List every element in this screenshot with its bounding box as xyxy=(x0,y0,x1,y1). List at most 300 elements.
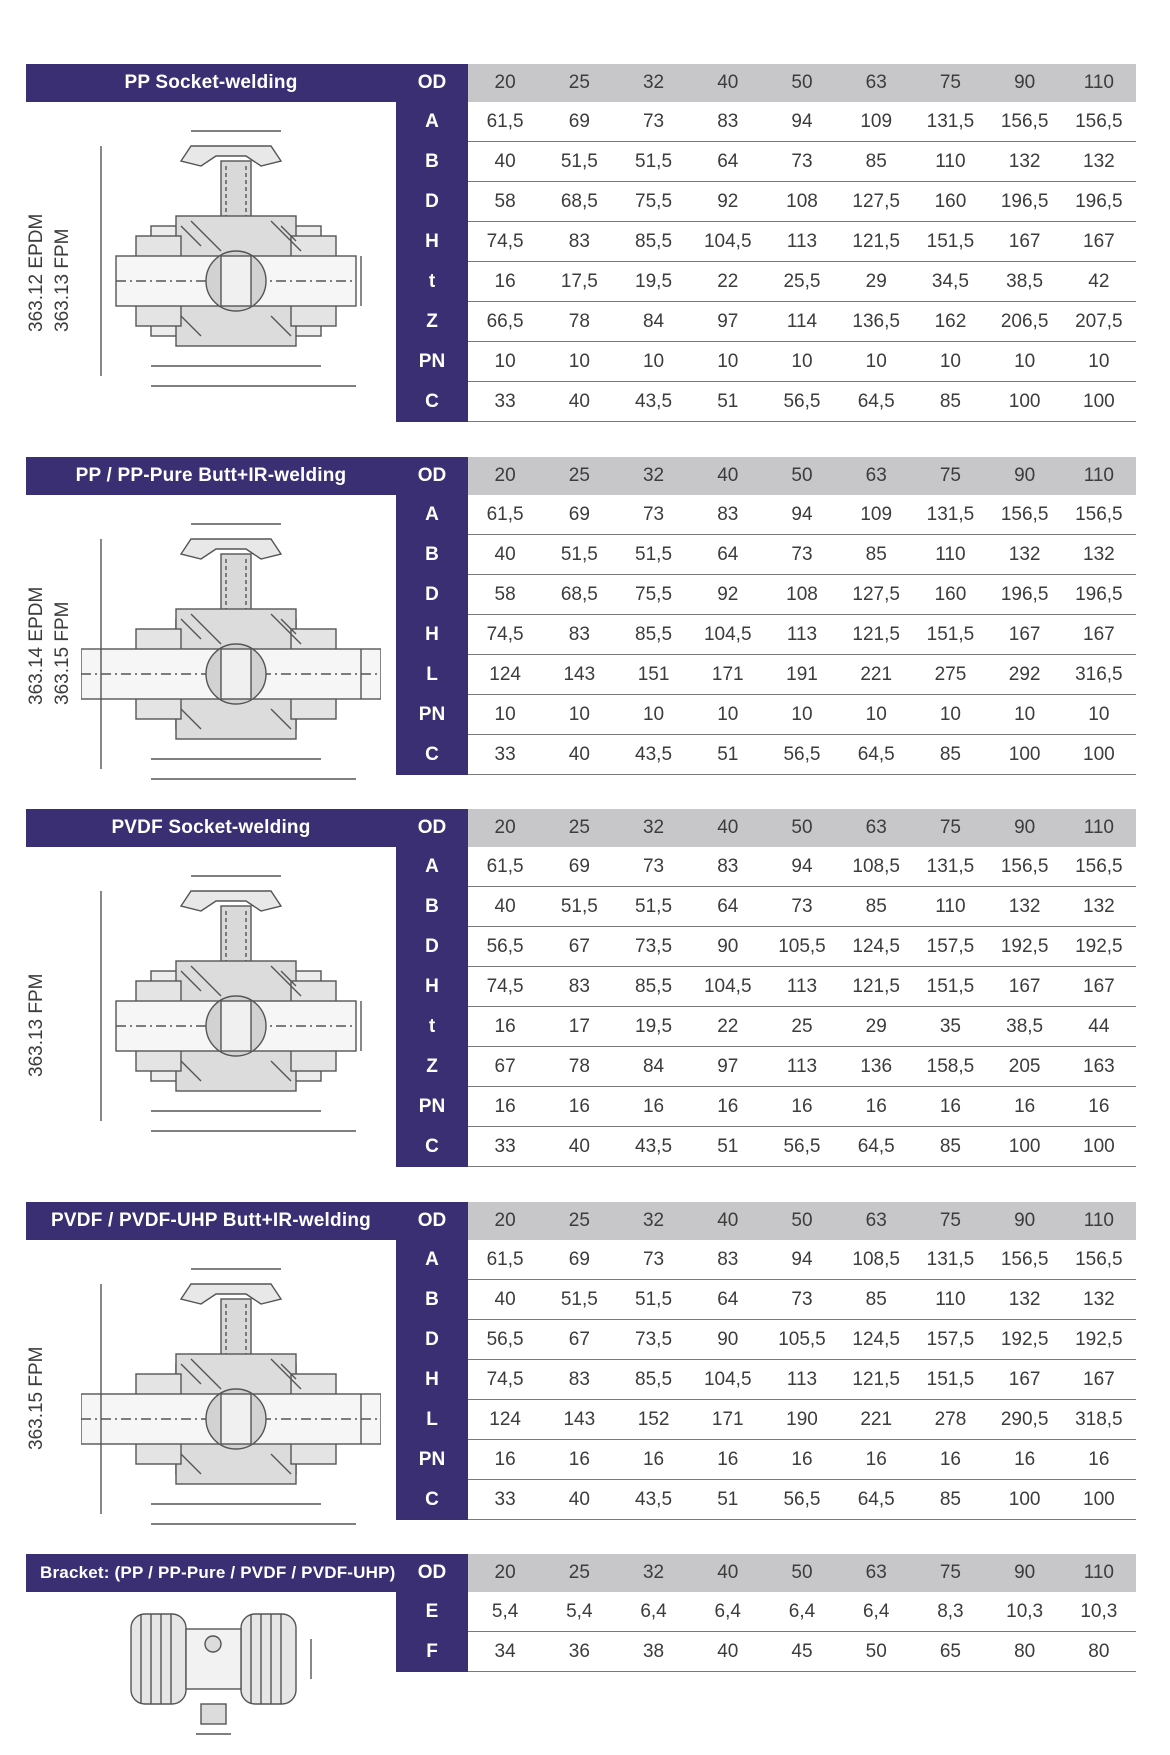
table-cell: 34 xyxy=(494,1640,516,1662)
table-cell: 151,5 xyxy=(926,623,975,645)
table-cell: 34,5 xyxy=(931,270,969,292)
section-title: Bracket: (PP / PP-Pure / PVDF / PVDF-UHP) xyxy=(26,1554,396,1592)
bracket-drawing-icon xyxy=(111,1594,331,1749)
table-cell: 25,5 xyxy=(783,270,821,292)
table-cell: 85 xyxy=(865,1288,887,1310)
table-cell: 167 xyxy=(1008,975,1041,997)
table-cell: 275 xyxy=(934,663,967,685)
table-row xyxy=(468,1440,1136,1480)
table-cell: 85 xyxy=(939,1135,961,1157)
table-cell: 51,5 xyxy=(560,895,598,917)
table-cell: 56,5 xyxy=(783,743,821,765)
table-cell: 22 xyxy=(717,270,739,292)
table-cell: 67 xyxy=(568,1328,590,1350)
od-header-row xyxy=(468,1202,1136,1240)
od-column-header: 63 xyxy=(865,465,887,486)
spec-section xyxy=(26,1202,1136,1520)
od-column-header: 110 xyxy=(1083,1210,1114,1231)
table-row xyxy=(468,1240,1136,1280)
table-cell: 136,5 xyxy=(852,310,900,332)
table-cell: 51,5 xyxy=(635,543,673,565)
od-column-header: 40 xyxy=(717,1562,739,1583)
table-cell: 85 xyxy=(939,743,961,765)
table-cell: 132 xyxy=(1083,543,1115,565)
table-cell: 19,5 xyxy=(635,1015,673,1037)
table-cell: 110 xyxy=(935,150,966,172)
table-cell: 105,5 xyxy=(778,935,826,957)
od-column-header: 50 xyxy=(791,72,813,93)
table-row xyxy=(468,735,1136,775)
row-label: C xyxy=(425,744,439,765)
table-cell: 22 xyxy=(717,1015,739,1037)
table-cell: 191 xyxy=(786,663,818,685)
table-cell: 73 xyxy=(642,110,665,132)
table-cell: 136 xyxy=(860,1055,893,1077)
table-cell: 69 xyxy=(568,855,590,877)
od-column-header: 90 xyxy=(1014,1210,1036,1231)
table-cell: 94 xyxy=(791,1248,813,1270)
table-cell: 92 xyxy=(717,583,739,605)
table-cell: 192,5 xyxy=(1075,935,1123,957)
table-cell: 100 xyxy=(1083,1135,1115,1157)
row-label-column xyxy=(396,102,468,422)
table-cell: 124 xyxy=(489,1408,521,1430)
od-column-header: 20 xyxy=(494,817,516,838)
row-label: C xyxy=(425,1489,439,1510)
od-column-header: 25 xyxy=(568,465,590,486)
table-cell: 68,5 xyxy=(560,190,598,212)
table-cell: 85 xyxy=(939,1488,961,1510)
row-label: H xyxy=(425,1369,439,1390)
od-column-header: 63 xyxy=(865,72,887,93)
table-cell: 10 xyxy=(939,350,961,372)
table-cell: 131,5 xyxy=(926,855,975,877)
table-cell: 10 xyxy=(568,350,590,372)
table-row xyxy=(468,1320,1136,1360)
row-label: H xyxy=(425,976,439,997)
row-label: PN xyxy=(418,1096,446,1117)
row-label-column xyxy=(396,495,468,775)
table-cell: 10,3 xyxy=(1080,1600,1118,1622)
table-cell: 17 xyxy=(568,1015,590,1037)
table-cell: 132 xyxy=(1008,895,1041,917)
row-label: L xyxy=(426,664,438,685)
row-label: H xyxy=(425,624,439,645)
spec-section xyxy=(26,457,1136,775)
table-row xyxy=(468,655,1136,695)
table-row xyxy=(468,102,1136,142)
table-cell: 156,5 xyxy=(1075,503,1123,525)
table-cell: 64,5 xyxy=(857,1488,895,1510)
table-row xyxy=(468,1480,1136,1520)
valve-socket-drawing-icon xyxy=(81,106,381,411)
table-row xyxy=(468,1007,1136,1047)
od-column-header: 32 xyxy=(642,72,665,93)
table-cell: 83 xyxy=(717,110,739,132)
table-cell: 40 xyxy=(568,390,590,412)
table-cell: 113 xyxy=(786,623,818,645)
table-cell: 152 xyxy=(637,1408,670,1430)
table-cell: 10 xyxy=(494,350,516,372)
table-cell: 160 xyxy=(934,583,967,605)
table-cell: 40 xyxy=(494,150,516,172)
table-cell: 66,5 xyxy=(486,310,524,332)
table-cell: 33 xyxy=(494,743,516,765)
table-cell: 16 xyxy=(717,1448,739,1470)
table-cell: 110 xyxy=(935,543,966,565)
row-label: B xyxy=(425,896,439,917)
table-cell: 10 xyxy=(1014,703,1036,725)
table-row xyxy=(468,1047,1136,1087)
table-cell: 83 xyxy=(568,975,590,997)
table-cell: 158,5 xyxy=(926,1055,975,1077)
table-cell: 64,5 xyxy=(857,390,895,412)
table-cell: 156,5 xyxy=(1075,1248,1123,1270)
table-cell: 132 xyxy=(1083,150,1115,172)
od-header-row xyxy=(468,457,1136,495)
table-cell: 205 xyxy=(1008,1055,1041,1077)
table-cell: 51,5 xyxy=(560,543,598,565)
table-cell: 38 xyxy=(642,1640,665,1662)
table-cell: 100 xyxy=(1083,390,1115,412)
od-column-header: 20 xyxy=(494,1562,516,1583)
od-column-header: 40 xyxy=(717,1210,739,1231)
row-label: B xyxy=(425,544,439,565)
table-cell: 108 xyxy=(786,583,818,605)
table-cell: 278 xyxy=(934,1408,967,1430)
table-cell: 58 xyxy=(494,583,516,605)
table-cell: 56,5 xyxy=(783,390,821,412)
section-title: PVDF Socket-welding xyxy=(26,809,396,847)
od-column-header: 40 xyxy=(717,817,739,838)
od-column-header: 63 xyxy=(865,1210,887,1231)
spec-section xyxy=(26,1554,1136,1672)
table-cell: 221 xyxy=(860,1408,893,1430)
table-cell: 80 xyxy=(1088,1640,1110,1662)
table-cell: 131,5 xyxy=(926,1248,975,1270)
row-label: A xyxy=(425,504,439,525)
table-cell: 100 xyxy=(1008,390,1041,412)
table-cell: 51 xyxy=(717,743,739,765)
table-cell: 10 xyxy=(1088,350,1110,372)
table-cell: 83 xyxy=(568,230,590,252)
table-cell: 69 xyxy=(568,1248,590,1270)
table-cell: 65 xyxy=(939,1640,961,1662)
od-column-header: 90 xyxy=(1014,72,1036,93)
valve-pvdf-butt-drawing-icon xyxy=(81,1244,381,1549)
table-cell: 290,5 xyxy=(1000,1408,1049,1430)
row-label: L xyxy=(426,1409,438,1430)
od-label: OD xyxy=(396,1202,468,1240)
valve-butt-drawing-icon xyxy=(81,499,381,804)
table-cell: 162 xyxy=(934,310,967,332)
table-cell: 33 xyxy=(494,1135,516,1157)
table-cell: 196,5 xyxy=(1000,190,1049,212)
table-cell: 16 xyxy=(494,1095,516,1117)
table-cell: 97 xyxy=(717,1055,739,1077)
table-cell: 10 xyxy=(1088,703,1110,725)
table-cell: 84 xyxy=(642,310,665,332)
table-cell: 94 xyxy=(791,110,813,132)
table-cell: 127,5 xyxy=(852,190,900,212)
table-cell: 190 xyxy=(786,1408,818,1430)
od-column-header: 25 xyxy=(568,817,590,838)
table-cell: 196,5 xyxy=(1000,583,1049,605)
table-row xyxy=(468,222,1136,262)
od-column-header: 40 xyxy=(717,465,739,486)
table-row xyxy=(468,695,1136,735)
table-cell: 16 xyxy=(865,1448,887,1470)
table-row xyxy=(468,262,1136,302)
table-cell: 40 xyxy=(568,1135,590,1157)
table-cell: 110 xyxy=(935,895,966,917)
table-cell: 108,5 xyxy=(852,1248,900,1270)
table-cell: 61,5 xyxy=(486,110,524,132)
table-cell: 192,5 xyxy=(1000,935,1049,957)
table-cell: 10,3 xyxy=(1006,1600,1044,1622)
table-row xyxy=(468,495,1136,535)
table-row xyxy=(468,1127,1136,1167)
od-header-row xyxy=(468,809,1136,847)
table-cell: 16 xyxy=(568,1095,590,1117)
table-cell: 85,5 xyxy=(635,975,673,997)
table-cell: 10 xyxy=(791,350,813,372)
table-cell: 73,5 xyxy=(635,935,673,957)
od-column-header: 90 xyxy=(1014,465,1036,486)
table-cell: 167 xyxy=(1008,230,1041,252)
table-cell: 100 xyxy=(1083,1488,1115,1510)
table-cell: 83 xyxy=(568,1368,590,1390)
table-cell: 64,5 xyxy=(857,1135,895,1157)
table-cell: 40 xyxy=(568,743,590,765)
table-cell: 292 xyxy=(1008,663,1041,685)
table-cell: 40 xyxy=(494,543,516,565)
table-cell: 85,5 xyxy=(635,230,673,252)
table-cell: 108,5 xyxy=(852,855,900,877)
table-cell: 156,5 xyxy=(1075,110,1123,132)
product-code: 363.12 EPDM xyxy=(26,213,47,332)
table-cell: 45 xyxy=(791,1640,813,1662)
od-column-header: 90 xyxy=(1014,817,1036,838)
row-label-column xyxy=(396,1592,468,1672)
table-row xyxy=(468,1280,1136,1320)
table-cell: 192,5 xyxy=(1075,1328,1123,1350)
row-label: Z xyxy=(426,1056,438,1077)
table-cell: 124,5 xyxy=(852,935,900,957)
table-cell: 73 xyxy=(791,895,813,917)
table-cell: 64,5 xyxy=(857,743,895,765)
table-cell: 156,5 xyxy=(1000,1248,1049,1270)
table-cell: 151,5 xyxy=(926,975,975,997)
table-cell: 83 xyxy=(717,855,739,877)
table-cell: 44 xyxy=(1088,1015,1110,1037)
table-cell: 167 xyxy=(1083,230,1115,252)
table-cell: 16 xyxy=(1014,1448,1036,1470)
table-cell: 113 xyxy=(786,1055,818,1077)
table-cell: 108 xyxy=(786,190,818,212)
table-cell: 10 xyxy=(642,350,665,372)
table-cell: 114 xyxy=(786,310,818,332)
od-column-header: 50 xyxy=(791,817,813,838)
table-cell: 151,5 xyxy=(926,1368,975,1390)
table-cell: 10 xyxy=(642,703,665,725)
od-column-header: 20 xyxy=(494,72,516,93)
valve-pvdf-socket-drawing-icon xyxy=(81,851,381,1156)
row-label: PN xyxy=(418,351,446,372)
spec-section xyxy=(26,64,1136,422)
table-cell: 84 xyxy=(642,1055,665,1077)
table-cell: 40 xyxy=(568,1488,590,1510)
table-cell: 64 xyxy=(717,895,739,917)
table-row xyxy=(468,535,1136,575)
od-column-header: 75 xyxy=(939,1210,961,1231)
row-label: A xyxy=(425,1249,439,1270)
table-cell: 73 xyxy=(791,1288,813,1310)
table-cell: 85 xyxy=(865,543,887,565)
table-cell: 19,5 xyxy=(635,270,673,292)
table-cell: 10 xyxy=(717,350,739,372)
table-cell: 56,5 xyxy=(486,1328,524,1350)
table-cell: 100 xyxy=(1008,743,1041,765)
table-cell: 33 xyxy=(494,390,516,412)
table-cell: 171 xyxy=(711,663,744,685)
table-cell: 109 xyxy=(860,110,893,132)
od-column-header: 75 xyxy=(939,817,961,838)
table-cell: 16 xyxy=(1088,1448,1110,1470)
table-cell: 10 xyxy=(717,703,739,725)
table-cell: 40 xyxy=(494,895,516,917)
table-cell: 167 xyxy=(1083,975,1115,997)
table-cell: 61,5 xyxy=(486,855,524,877)
table-cell: 40 xyxy=(717,1640,739,1662)
table-cell: 75,5 xyxy=(635,583,673,605)
table-cell: 192,5 xyxy=(1000,1328,1049,1350)
table-row xyxy=(468,575,1136,615)
table-cell: 58 xyxy=(494,190,516,212)
table-cell: 316,5 xyxy=(1075,663,1123,685)
table-cell: 6,4 xyxy=(640,1600,667,1622)
table-cell: 206,5 xyxy=(1000,310,1049,332)
table-cell: 73 xyxy=(791,543,813,565)
table-cell: 35 xyxy=(939,1015,961,1037)
table-cell: 167 xyxy=(1008,623,1041,645)
od-column-header: 75 xyxy=(939,1562,961,1583)
table-cell: 10 xyxy=(939,703,961,725)
od-column-header: 32 xyxy=(642,1210,665,1231)
table-row xyxy=(468,927,1136,967)
table-cell: 92 xyxy=(717,190,739,212)
table-cell: 104,5 xyxy=(703,230,752,252)
row-label: A xyxy=(425,111,439,132)
table-cell: 5,4 xyxy=(491,1600,519,1622)
table-cell: 56,5 xyxy=(783,1135,821,1157)
table-cell: 105,5 xyxy=(778,1328,826,1350)
table-cell: 64 xyxy=(717,543,739,565)
table-cell: 85,5 xyxy=(635,623,673,645)
od-label: OD xyxy=(396,64,468,102)
table-cell: 61,5 xyxy=(486,503,524,525)
section-title: PVDF / PVDF-UHP Butt+IR-welding xyxy=(26,1202,396,1240)
od-column-header: 20 xyxy=(494,1210,516,1231)
table-cell: 29 xyxy=(865,1015,887,1037)
row-label: PN xyxy=(418,1449,446,1470)
table-row xyxy=(468,967,1136,1007)
table-cell: 51 xyxy=(717,390,739,412)
od-column-header: 50 xyxy=(791,1210,813,1231)
od-label: OD xyxy=(396,1554,468,1592)
table-cell: 156,5 xyxy=(1000,110,1049,132)
table-cell: 156,5 xyxy=(1000,503,1049,525)
table-cell: 121,5 xyxy=(852,975,900,997)
row-label: PN xyxy=(418,704,446,725)
table-row xyxy=(468,1087,1136,1127)
table-cell: 113 xyxy=(786,975,818,997)
table-cell: 38,5 xyxy=(1006,1015,1044,1037)
table-cell: 16 xyxy=(494,1015,516,1037)
table-cell: 40 xyxy=(494,1288,516,1310)
table-cell: 157,5 xyxy=(926,935,975,957)
table-cell: 78 xyxy=(568,310,590,332)
od-header-row xyxy=(468,64,1136,102)
table-cell: 16 xyxy=(642,1095,665,1117)
table-cell: 43,5 xyxy=(635,1135,673,1157)
od-column-header: 32 xyxy=(642,1562,665,1583)
table-cell: 73 xyxy=(642,855,665,877)
table-cell: 171 xyxy=(711,1408,744,1430)
table-cell: 151,5 xyxy=(926,230,975,252)
table-cell: 61,5 xyxy=(486,1248,524,1270)
row-label-column xyxy=(396,1240,468,1520)
table-cell: 124 xyxy=(489,663,521,685)
table-cell: 33 xyxy=(494,1488,516,1510)
table-row xyxy=(468,142,1136,182)
row-label: F xyxy=(426,1641,438,1662)
row-label: t xyxy=(428,271,436,292)
table-cell: 74,5 xyxy=(486,230,524,252)
table-cell: 16 xyxy=(939,1448,961,1470)
table-cell: 5,4 xyxy=(566,1600,593,1622)
table-cell: 163 xyxy=(1083,1055,1115,1077)
table-cell: 109 xyxy=(860,503,893,525)
table-row xyxy=(468,615,1136,655)
table-cell: 73 xyxy=(642,503,665,525)
table-cell: 51 xyxy=(717,1135,739,1157)
row-label: C xyxy=(425,1136,439,1157)
table-cell: 16 xyxy=(865,1095,887,1117)
table-cell: 100 xyxy=(1008,1488,1041,1510)
table-cell: 131,5 xyxy=(926,110,975,132)
table-cell: 10 xyxy=(568,703,590,725)
table-cell: 127,5 xyxy=(852,583,900,605)
table-cell: 85 xyxy=(865,895,887,917)
table-cell: 16 xyxy=(642,1448,665,1470)
od-column-header: 50 xyxy=(791,1562,813,1583)
table-cell: 16 xyxy=(939,1095,961,1117)
table-cell: 156,5 xyxy=(1000,855,1049,877)
table-cell: 100 xyxy=(1083,743,1115,765)
table-cell: 221 xyxy=(860,663,893,685)
table-cell: 167 xyxy=(1083,1368,1115,1390)
od-column-header: 32 xyxy=(642,465,665,486)
table-row xyxy=(468,1400,1136,1440)
product-code: 363.14 EPDM xyxy=(26,586,47,705)
table-cell: 64 xyxy=(717,1288,739,1310)
table-cell: 56,5 xyxy=(486,935,524,957)
table-cell: 167 xyxy=(1008,1368,1041,1390)
table-cell: 132 xyxy=(1008,543,1041,565)
table-cell: 83 xyxy=(717,1248,739,1270)
table-row xyxy=(468,847,1136,887)
